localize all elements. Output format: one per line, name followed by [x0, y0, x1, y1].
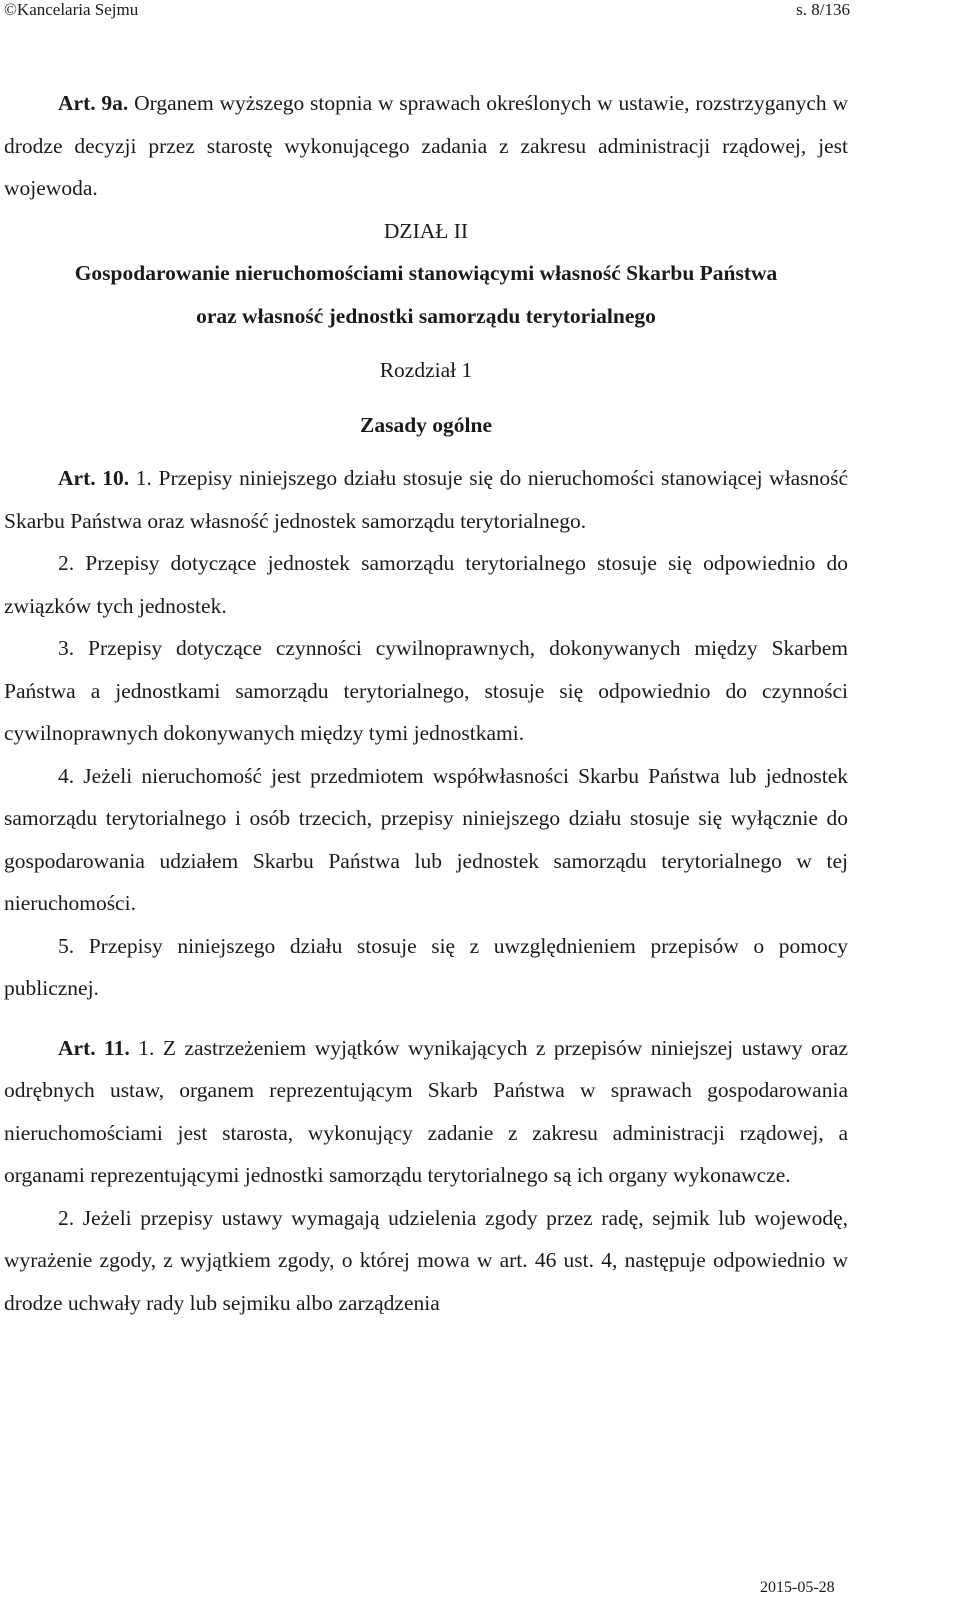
document-body	[4, 82, 848, 1324]
art-10-ust-1-text: 1. Przepisy niniejszego działu stosuje się do nieruchomości stanowiącej własność Skarbu Państwa oraz własność jednostek samorządu terytorialnego.	[4, 466, 848, 533]
art-10-ust-4: 4. Jeżeli nieruchomość jest przedmiotem współwłasności Skarbu Państwa lub jednostek samorządu terytorialnego i osób trzecich, przepisy niniejszego działu stosuje się wyłącznie do gospodarowania udziałem Skarbu Państwa lub jednostek samorządu terytorialnego w tej nieruchomości.	[4, 763, 848, 915]
publisher-label: ©Kancelaria Sejmu	[4, 0, 139, 19]
page-header	[4, 0, 850, 22]
art-10-ust-1	[4, 457, 848, 542]
art-9a-label: Art. 9a.	[58, 91, 129, 115]
dzial-number: DZIAŁ II	[383, 218, 469, 243]
art-11-ust-2: 2. Jeżeli przepisy ustawy wymagają udzielenia zgody przez radę, sejmik lub wojewodę, wyrażenie zgody, z wyjątkiem zgody, o której mowa w art. 46 ust. 4, następuje odpowiednio w drodze uchwały rady lub sejmiku albo zarządzenia	[4, 1205, 848, 1315]
art-11-label: Art. 11.	[58, 1035, 130, 1060]
art-11-ust-1	[4, 1027, 848, 1197]
art-10-ust-5: 5. Przepisy niniejszego działu stosuje się z uwzględnieniem przepisów o pomocy publicznej.	[4, 933, 848, 1000]
art-11-ust-1-text: 1. Z zastrzeżeniem wyjątków wynikających z przepisów niniejszej ustawy oraz odrębnych ustaw, organem reprezentującym Skarb Państwa w sprawach gospodarowania nieruchomościami jest starosta, wykonujący zadanie z zakresu administracji rządowej, a organami reprezentującymi jednostki samorządu terytorialnego są ich organy wykonawcze.	[4, 1035, 848, 1187]
art-10-label: Art. 10.	[58, 466, 130, 490]
page-number: s. 8/136	[796, 0, 850, 19]
document-date: 2015-05-28	[760, 1579, 835, 1596]
dzial-title-line2: oraz własność jednostki samorządu terytorialnego	[196, 303, 656, 328]
dzial-title-line1: Gospodarowanie nieruchomościami stanowiącymi własność Skarbu Państwa	[74, 261, 778, 285]
art-10-ust-3: 3. Przepisy dotyczące czynności cywilnoprawnych, dokonywanych między Skarbem Państwa a jednostkami samorządu terytorialnego, stosuje się odpowiednio do czynności cywilnoprawnych dokonywanych między tymi jednostkami.	[4, 636, 848, 745]
art-9a	[4, 82, 848, 210]
rozdzial-title: Zasady ogólne	[359, 412, 492, 437]
rozdzial-number: Rozdział 1	[379, 358, 473, 382]
art-9a-text: Organem wyższego stopnia w sprawach określonych w ustawie, rozstrzyganych w drodze decyzji przez starostę wykonującego zadania z zakresu administracji rządowej, jest wojewoda.	[4, 91, 848, 200]
art-10-ust-2: 2. Przepisy dotyczące jednostek samorządu terytorialnego stosuje się odpowiednio do związków tych jednostek.	[4, 551, 848, 618]
